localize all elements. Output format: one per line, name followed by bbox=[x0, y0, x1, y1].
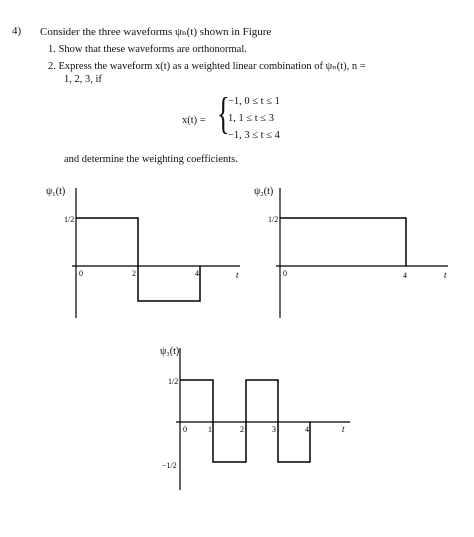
psi1-ylabel: ψ₁(t) bbox=[46, 186, 66, 197]
psi3-tick-4: 4 bbox=[305, 425, 309, 434]
psi3-xlabel: t bbox=[342, 424, 345, 434]
psi1-waveform bbox=[76, 218, 200, 301]
psi1-tick-0: 0 bbox=[79, 269, 83, 278]
item-2-line-2: 1, 2, 3, if bbox=[64, 74, 102, 85]
equation-case-3: −1, 3 ≤ t ≤ 4 bbox=[228, 130, 280, 141]
psi1-tick-2: 2 bbox=[132, 269, 136, 278]
item-1: 1. Show that these waveforms are orthonormal. bbox=[48, 44, 247, 55]
psi2-tick-4: 4 bbox=[403, 271, 407, 280]
equation-lhs: x(t) = bbox=[182, 115, 206, 126]
psi2-plot bbox=[248, 180, 458, 320]
psi3-tick-2: 2 bbox=[240, 425, 244, 434]
item-2-line-1: 2. Express the waveform x(t) as a weighted linear combination of ψₙ(t), n = bbox=[48, 61, 366, 72]
psi2-xlabel: t bbox=[444, 270, 447, 280]
psi3-tick-3: 3 bbox=[272, 425, 276, 434]
equation-case-1: −1, 0 ≤ t ≤ 1 bbox=[228, 96, 280, 107]
psi3-level-label: 1/2 bbox=[168, 377, 179, 386]
psi3-tick-0: 0 bbox=[183, 425, 187, 434]
psi3-ylabel: ψ₃(t) bbox=[160, 346, 180, 357]
psi2-waveform bbox=[280, 218, 406, 266]
equation-case-2: 1, 1 ≤ t ≤ 3 bbox=[228, 113, 274, 124]
question-number: 4) bbox=[12, 25, 22, 37]
psi2-tick-0: 0 bbox=[283, 269, 287, 278]
psi1-level-label: 1/2 bbox=[64, 215, 75, 224]
psi2-ylabel: ψ₂(t) bbox=[254, 186, 274, 197]
equation-brace: { bbox=[217, 89, 230, 138]
psi2-level-label: 1/2 bbox=[268, 215, 279, 224]
psi3-waveform bbox=[180, 380, 310, 462]
psi3-tick-1: 1 bbox=[208, 425, 212, 434]
psi3-plot bbox=[150, 340, 360, 500]
trailing-text: and determine the weighting coefficients. bbox=[64, 154, 238, 165]
psi1-tick-4: 4 bbox=[195, 269, 199, 278]
question-intro: Consider the three waveforms ψₙ(t) shown in Figure bbox=[40, 26, 272, 38]
psi3-neg-level-label: −1/2 bbox=[162, 461, 177, 470]
psi1-plot bbox=[40, 180, 250, 320]
psi1-xlabel: t bbox=[236, 270, 239, 280]
